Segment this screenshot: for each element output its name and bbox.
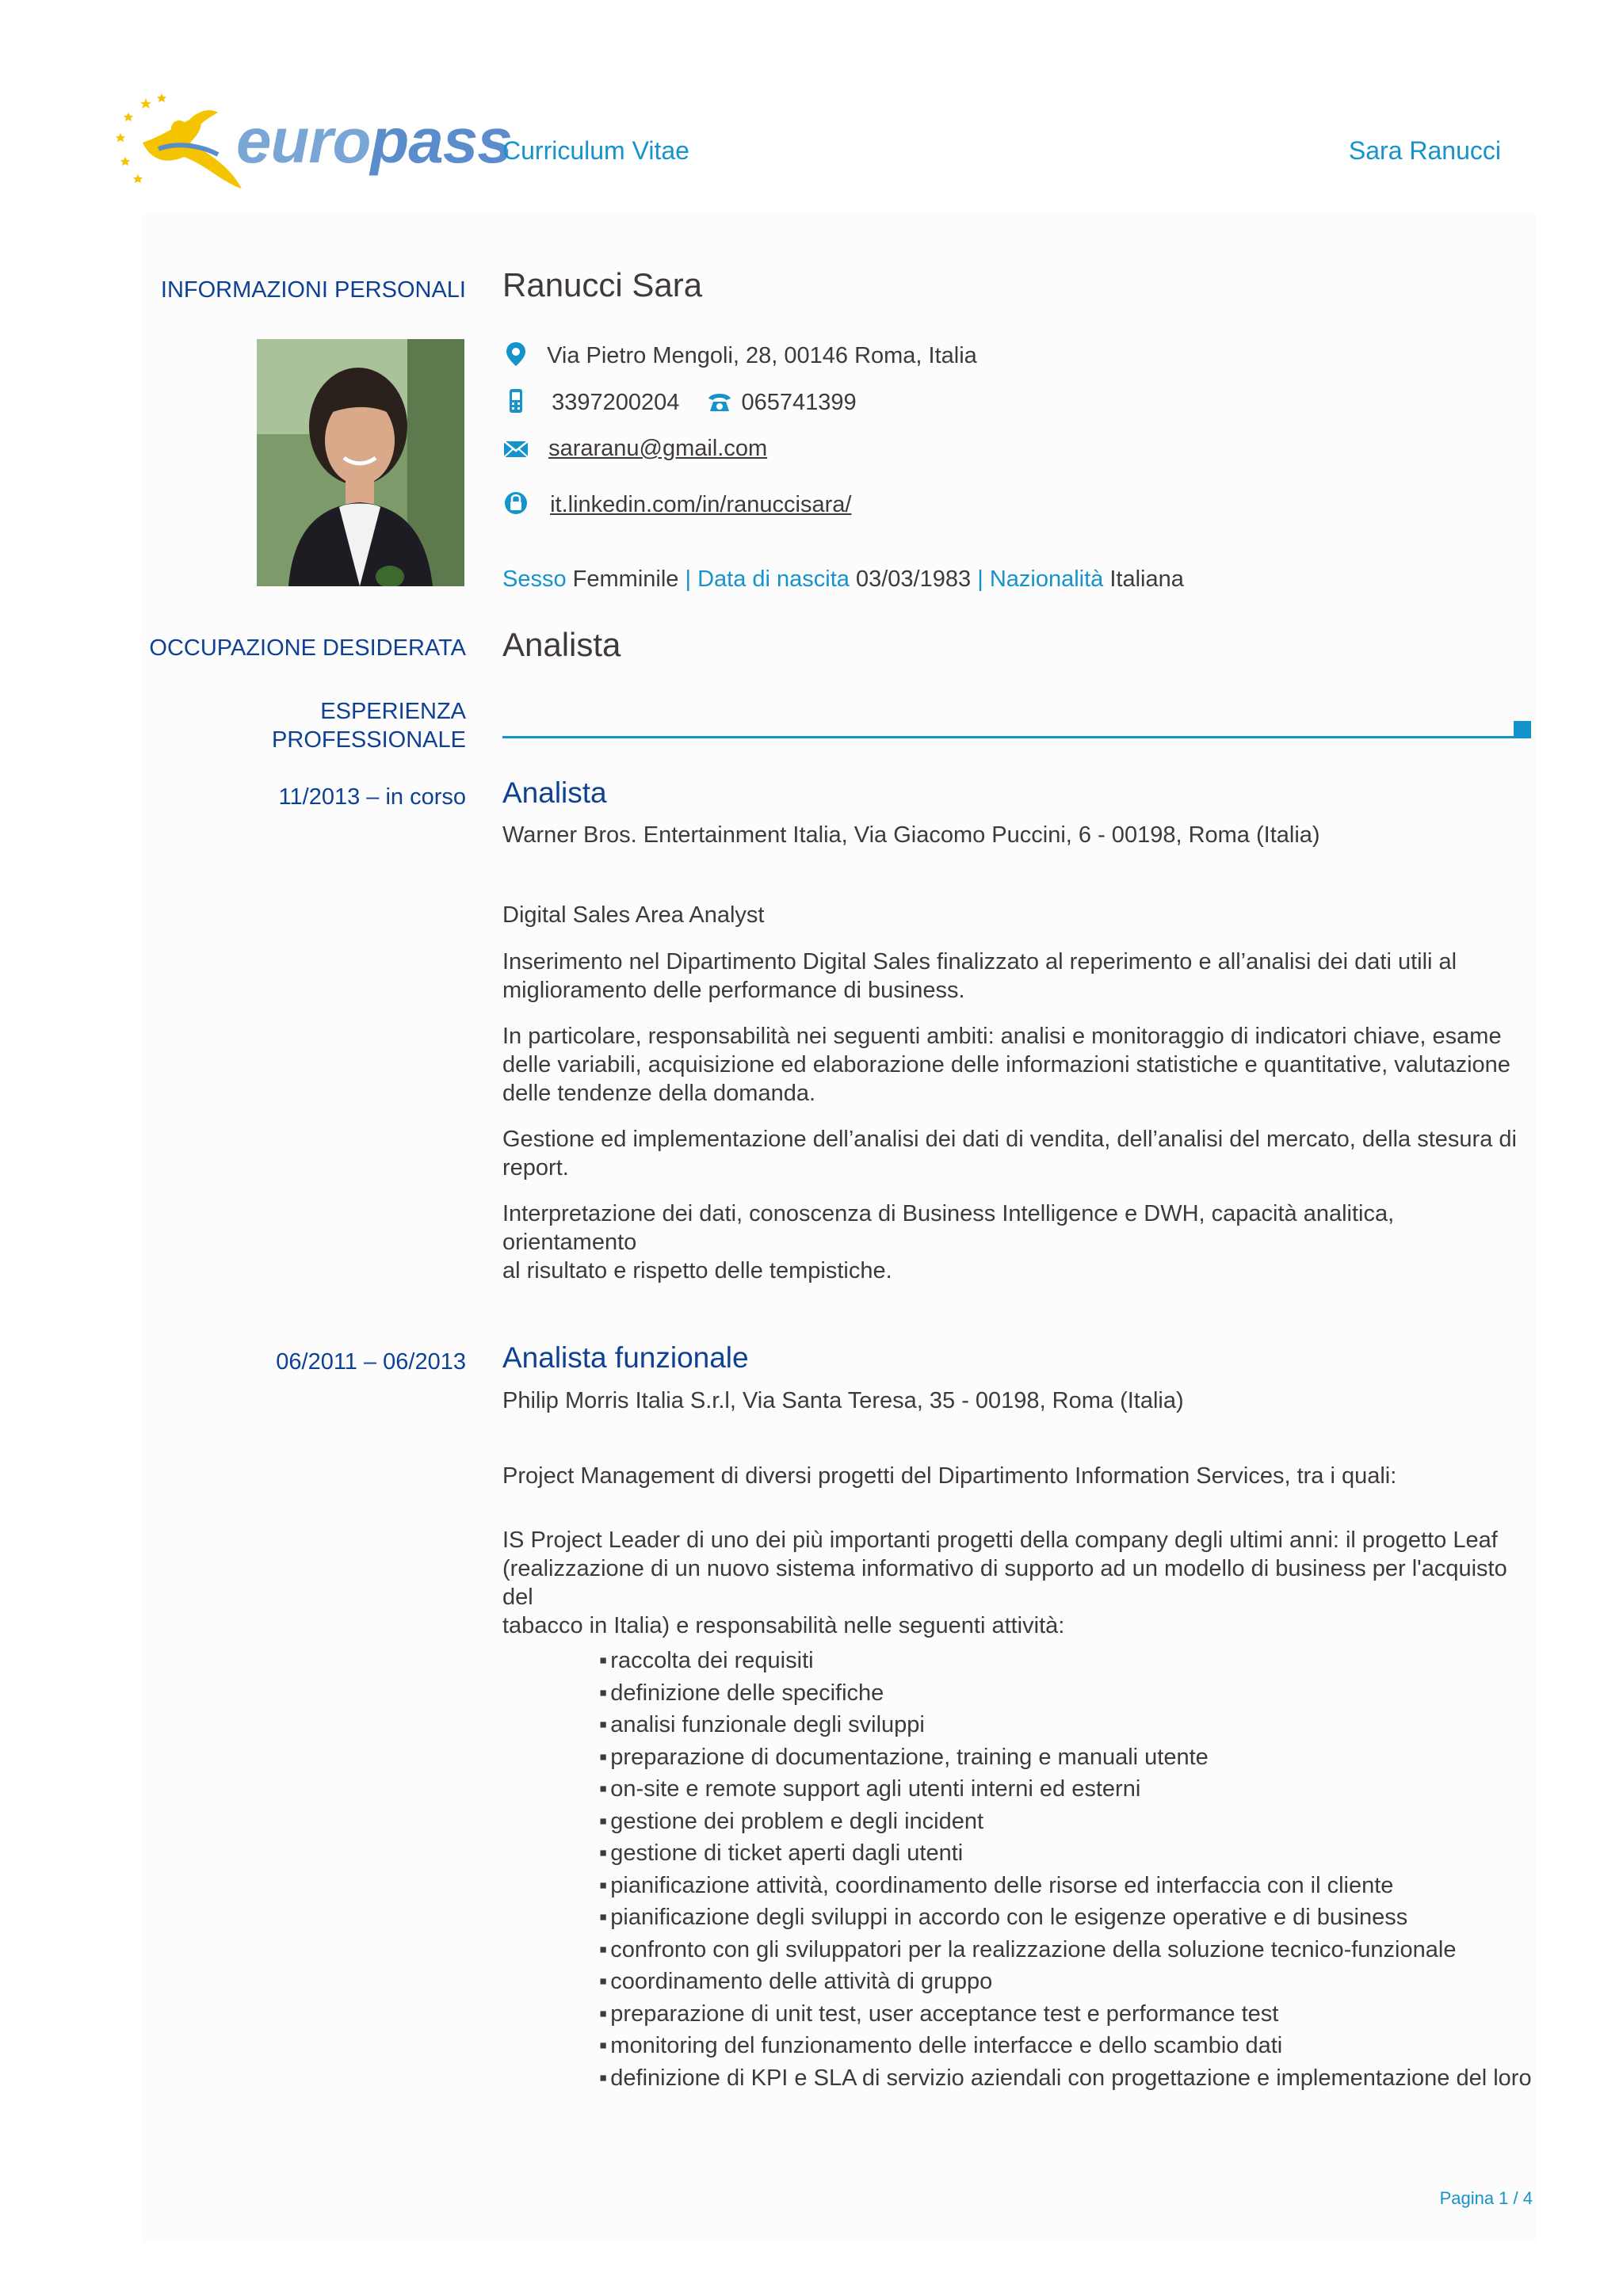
job-1-subtitle: Digital Sales Area Analyst xyxy=(502,902,765,928)
phone-row xyxy=(502,387,1533,417)
list-item: ▪ preparazione di documentazione, training e manuali utente xyxy=(599,1741,1532,1774)
email-link[interactable]: sararanu@gmail.com xyxy=(548,436,768,461)
europass-wordmark: europass xyxy=(236,105,512,176)
page-number: Pagina 1 / 4 xyxy=(1439,2188,1533,2208)
job-2-intro: Project Management di diversi progetti del Dipartimento Information Services, tra i quali: xyxy=(502,1463,1397,1489)
personal-details-row xyxy=(502,565,1533,593)
address-text: Via Pietro Mengoli, 28, 00146 Roma, Italia xyxy=(547,343,977,368)
section-divider-line xyxy=(502,736,1514,738)
dob-value: 03/03/1983 xyxy=(855,566,972,592)
sex-label: Sesso xyxy=(502,566,567,592)
list-item: ▪ definizione delle specifiche xyxy=(599,1677,1532,1710)
text-line: miglioramento delle performance di business. xyxy=(502,978,965,1003)
job-1-paragraph xyxy=(502,948,1533,1005)
list-item: ▪ on-site e remote support agli utenti interni ed esterni xyxy=(599,1773,1532,1806)
full-name: Ranucci Sara xyxy=(502,266,703,303)
list-item: ▪ gestione di ticket aperti dagli utenti xyxy=(599,1837,1532,1870)
location-pin-icon xyxy=(502,341,529,368)
document-title: Curriculum Vitae xyxy=(502,136,689,165)
mobile-phone-icon xyxy=(502,387,529,414)
job-1-dates: 11/2013 – in corso xyxy=(278,784,466,810)
job-1-paragraph xyxy=(502,1125,1533,1182)
text-line: report. xyxy=(502,1155,569,1180)
text-line: al risultato e rispetto delle tempistiche. xyxy=(502,1258,892,1283)
job-2-title: Analista funzionale xyxy=(502,1341,749,1374)
text-line: delle variabili, acquisizione ed elaborazione delle informazioni statistiche e quantitative, valutazione xyxy=(502,1052,1510,1077)
section-label-line-2: PROFESSIONALE xyxy=(272,727,466,753)
nationality-value: Italiana xyxy=(1109,566,1184,592)
job-2-activity-list xyxy=(599,1645,1532,2094)
mobile-number: 3397200204 xyxy=(552,390,680,415)
address-row xyxy=(502,341,1533,370)
section-label-experience xyxy=(272,697,466,754)
linkedin-link[interactable]: it.linkedin.com/in/ranuccisara/ xyxy=(550,492,852,517)
phone-number: 065741399 xyxy=(741,390,857,415)
sex-value: Femminile xyxy=(572,566,679,592)
list-item: ▪ pianificazione attività, coordinamento delle risorse ed interfaccia con il cliente xyxy=(599,1870,1532,1902)
job-2-paragraph xyxy=(502,1526,1533,1640)
text-line: Interpretazione dei dati, conoscenza di Business Intelligence e DWH, capacità analitica, orientamento xyxy=(502,1201,1395,1255)
web-link-icon xyxy=(502,490,529,517)
list-item: ▪ pianificazione degli sviluppi in accordo con le esigenze operative e di business xyxy=(599,1901,1532,1934)
section-divider-square xyxy=(1514,721,1531,738)
list-item: ▪ raccolta dei requisiti xyxy=(599,1645,1532,1677)
separator: | xyxy=(977,566,983,592)
telephone-icon xyxy=(706,387,733,414)
profile-photo xyxy=(257,339,464,586)
desired-occupation: Analista xyxy=(502,626,621,663)
header-person-name: Sara Ranucci xyxy=(1348,136,1501,165)
job-2-dates: 06/2011 – 06/2013 xyxy=(276,1349,466,1375)
text-line: Gestione ed implementazione dell’analisi dei dati di vendita, dell’analisi del mercato, della stesura di xyxy=(502,1127,1517,1152)
linkedin-row xyxy=(502,490,1533,519)
text-line: delle tendenze della domanda. xyxy=(502,1081,816,1106)
list-item: ▪ definizione di KPI e SLA di servizio aziendali con progettazione e implementazione del loro xyxy=(599,2062,1532,2095)
list-item: ▪ confronto con gli sviluppatori per la realizzazione della soluzione tecnico-funzionale xyxy=(599,1934,1532,1966)
job-1-title: Analista xyxy=(502,776,607,809)
section-label-personal-info: INFORMAZIONI PERSONALI xyxy=(160,277,466,303)
section-label-line-1: ESPERIENZA xyxy=(320,699,466,724)
section-label-occupation: OCCUPAZIONE DESIDERATA xyxy=(149,635,466,661)
text-line: Inserimento nel Dipartimento Digital Sales finalizzato al reperimento e all’analisi dei dati utili al xyxy=(502,949,1457,974)
profile-photo-image xyxy=(257,339,464,586)
job-1-paragraph xyxy=(502,1022,1533,1108)
list-item: ▪ analisi funzionale degli sviluppi xyxy=(599,1709,1532,1741)
separator: | xyxy=(685,566,692,592)
job-1-description xyxy=(502,948,1533,1302)
job-1-paragraph xyxy=(502,1199,1533,1285)
nationality-label: Nazionalità xyxy=(989,566,1104,592)
email-row xyxy=(502,434,1533,463)
list-item: ▪ monitoring del funzionamento delle interfacce e dello scambio dati xyxy=(599,2030,1532,2062)
text-line: IS Project Leader di uno dei più importanti progetti della company degli ultimi anni: il progetto Leaf xyxy=(502,1527,1498,1553)
list-item: ▪ coordinamento delle attività di gruppo xyxy=(599,1966,1532,1998)
text-line: tabacco in Italia) e responsabilità nelle seguenti attività: xyxy=(502,1613,1065,1638)
text-line: (realizzazione di un nuovo sistema informativo di supporto ad un modello di business per l'acquisto del xyxy=(502,1556,1507,1610)
dob-label: Data di nascita xyxy=(697,566,850,592)
list-item: ▪ preparazione di unit test, user acceptance test e performance test xyxy=(599,1998,1532,2031)
job-2-employer: Philip Morris Italia S.r.l, Via Santa Teresa, 35 - 00198, Roma (Italia) xyxy=(502,1388,1184,1413)
list-item: ▪ gestione dei problem e degli incident xyxy=(599,1806,1532,1838)
envelope-icon xyxy=(502,435,529,462)
job-1-employer: Warner Bros. Entertainment Italia, Via Giacomo Puccini, 6 - 00198, Roma (Italia) xyxy=(502,822,1320,848)
text-line: In particolare, responsabilità nei seguenti ambiti: analisi e monitoraggio di indicatori chiave, esame xyxy=(502,1024,1502,1049)
